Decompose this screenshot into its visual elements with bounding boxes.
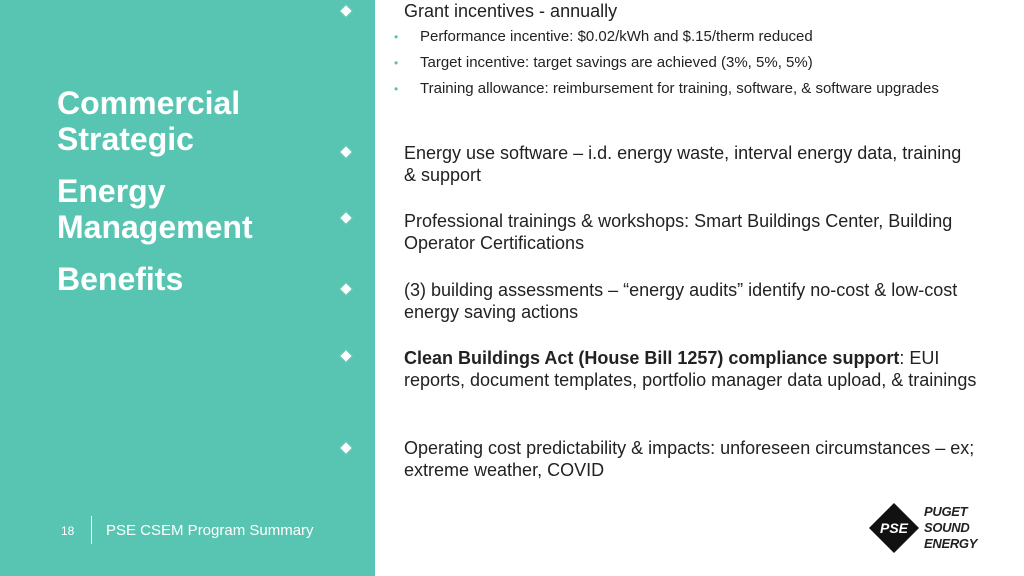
title-line: Strategic [57,121,194,157]
bullet-trainings: Professional trainings & workshops: Smart Buildings Center, Building Operator Certifications [404,211,953,253]
sub-bullet-dot-icon: • [394,56,399,70]
logo-word: ENERGY [924,536,978,551]
footer-text: PSE CSEM Program Summary [106,522,314,539]
bullet-operating-cost: Operating cost predictability & impacts: unforeseen circumstances – ex; extreme weather, COVID [404,438,975,480]
sub-bullet-dot-icon: • [394,30,399,44]
logo-word: PUGET [924,504,968,519]
logo-word: SOUND [924,520,970,535]
sub-bullet-training: Training allowance: reimbursement for training, software, & software upgrades [420,80,939,97]
bullet-grant-incentives: Grant incentives - annually [404,1,618,21]
bullet-clean-buildings [404,347,1004,391]
sub-bullet-performance: Performance incentive: $0.02/kWh and $.15/therm reduced [420,28,813,45]
logo-wordmark [924,504,977,552]
slide-title [57,85,253,297]
sub-bullet-dot-icon: • [394,82,399,96]
sub-bullet-target: Target incentive: target savings are achieved (3%, 5%, 5%) [420,54,813,71]
footer-divider [91,516,92,544]
title-line: Benefits [57,261,184,297]
bullet-energy-software: Energy use software – i.d. energy waste, interval energy data, training & support [404,143,962,185]
bullet-assessments: (3) building assessments – “energy audits” identify no-cost & low-cost energy saving actions [404,280,958,322]
bullet-bold-part: Clean Buildings Act (House Bill 1257) compliance support [404,348,900,368]
title-line: Commercial [57,85,241,121]
title-line: Management [57,209,253,245]
title-line: Energy [57,173,166,209]
page-number: 18 [61,524,75,538]
logo-mark: PSE [879,520,909,536]
bullet-rest-part: : EUI reports, document templates, portfolio manager data upload, & trainings [404,348,977,390]
